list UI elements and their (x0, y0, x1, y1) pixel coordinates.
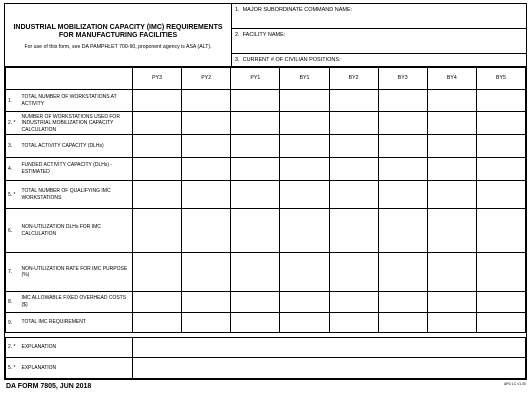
data-entry-cell[interactable] (329, 157, 378, 180)
data-entry-cell[interactable] (378, 112, 427, 135)
row-number: 1. (6, 89, 20, 112)
data-entry-cell[interactable] (476, 135, 525, 158)
data-entry-cell[interactable] (427, 89, 476, 112)
form-identifier: DA FORM 7805, JUN 2018 (6, 383, 92, 390)
column-header: BY2 (329, 68, 378, 90)
data-entry-cell[interactable] (231, 312, 280, 333)
form-title-block (5, 4, 232, 66)
row-label: TOTAL NUMBER OF QUALIFYING IMC WORKSTATIONS (20, 180, 133, 209)
row-number: 2. * (6, 112, 20, 135)
table-row (6, 112, 526, 135)
column-header: PY1 (231, 68, 280, 90)
data-entry-cell[interactable] (280, 180, 329, 209)
row-number: 8. (6, 292, 20, 313)
capacity-table-wrapper (5, 66, 526, 379)
data-entry-cell[interactable] (378, 209, 427, 252)
data-entry-cell[interactable] (182, 157, 231, 180)
data-entry-cell[interactable] (329, 89, 378, 112)
explanation-input[interactable] (133, 337, 526, 358)
data-entry-cell[interactable] (231, 157, 280, 180)
data-entry-cell[interactable] (280, 209, 329, 252)
field-number: 2. (235, 32, 240, 38)
data-entry-cell[interactable] (133, 157, 182, 180)
data-entry-cell[interactable] (182, 112, 231, 135)
field-label: CURRENT # OF CIVILIAN POSITIONS: (242, 57, 341, 63)
row-number: 4. (6, 157, 20, 180)
data-entry-cell[interactable] (329, 112, 378, 135)
explanation-input[interactable] (133, 358, 526, 379)
facility-name-field[interactable] (232, 29, 526, 54)
data-entry-cell[interactable] (280, 135, 329, 158)
title-line-2: FOR MANUFACTURING FACILITIES (58, 32, 178, 39)
data-entry-cell[interactable] (378, 252, 427, 291)
data-entry-cell[interactable] (231, 180, 280, 209)
civilian-positions-field[interactable] (232, 54, 526, 66)
data-entry-cell[interactable] (280, 292, 329, 313)
data-entry-cell[interactable] (182, 252, 231, 291)
data-entry-cell[interactable] (280, 157, 329, 180)
data-entry-cell[interactable] (182, 180, 231, 209)
data-entry-cell[interactable] (427, 135, 476, 158)
data-entry-cell[interactable] (427, 252, 476, 291)
column-header: PY2 (182, 68, 231, 90)
row-number: 2. * (6, 337, 20, 358)
data-entry-cell[interactable] (378, 312, 427, 333)
data-entry-cell[interactable] (378, 89, 427, 112)
row-label: TOTAL IMC REQUIREMENT (20, 312, 133, 333)
data-entry-cell[interactable] (476, 89, 525, 112)
data-entry-cell[interactable] (133, 89, 182, 112)
data-entry-cell[interactable] (427, 312, 476, 333)
data-entry-cell[interactable] (329, 135, 378, 158)
data-entry-cell[interactable] (329, 252, 378, 291)
column-header: BY1 (280, 68, 329, 90)
data-entry-cell[interactable] (329, 209, 378, 252)
data-entry-cell[interactable] (182, 89, 231, 112)
explanation-row (6, 358, 526, 379)
data-entry-cell[interactable] (476, 112, 525, 135)
data-entry-cell[interactable] (427, 112, 476, 135)
column-header-row (6, 68, 526, 90)
table-row (6, 312, 526, 333)
table-row (6, 135, 526, 158)
data-entry-cell[interactable] (427, 157, 476, 180)
row-label: NUMBER OF WORKSTATIONS USED FOR INDUSTRIAL MOBILIZATION CAPACITY CALCULATION (20, 112, 133, 135)
row-number: 3. (6, 135, 20, 158)
data-entry-cell[interactable] (280, 89, 329, 112)
table-row (6, 157, 526, 180)
data-entry-cell[interactable] (378, 135, 427, 158)
data-entry-cell[interactable] (329, 292, 378, 313)
data-entry-cell[interactable] (231, 89, 280, 112)
column-header: PY3 (133, 68, 182, 90)
data-entry-cell[interactable] (182, 292, 231, 313)
row-number: 9. (6, 312, 20, 333)
data-entry-cell[interactable] (476, 180, 525, 209)
row-number: 5. * (6, 180, 20, 209)
row-label: FUNDED ACTIVITY CAPACITY (DLHs) - ESTIMATED (20, 157, 133, 180)
da-form-7805 (4, 3, 527, 380)
table-row (6, 180, 526, 209)
explanation-row (6, 337, 526, 358)
explanation-label: EXPLANATION (20, 337, 133, 358)
row-label: NON-UTILIZATION RATE FOR IMC PURPOSE (%) (20, 252, 133, 291)
data-entry-cell[interactable] (280, 252, 329, 291)
data-entry-cell[interactable] (231, 252, 280, 291)
data-entry-cell[interactable] (378, 292, 427, 313)
data-entry-cell[interactable] (476, 312, 525, 333)
data-entry-cell[interactable] (182, 135, 231, 158)
data-entry-cell[interactable] (280, 112, 329, 135)
form-version: APD LC v1.00 (503, 382, 526, 386)
row-number: 6. (6, 209, 20, 252)
row-number: 5. * (6, 358, 20, 379)
data-entry-cell[interactable] (133, 112, 182, 135)
data-entry-cell[interactable] (280, 312, 329, 333)
table-row (6, 252, 526, 291)
row-number: 7. (6, 252, 20, 291)
data-entry-cell[interactable] (476, 157, 525, 180)
table-row (6, 209, 526, 252)
data-entry-cell[interactable] (476, 292, 525, 313)
column-header: BY5 (476, 68, 525, 90)
row-label: TOTAL ACTIVITY CAPACITY (DLHs) (20, 135, 133, 158)
data-entry-cell[interactable] (231, 209, 280, 252)
title-line-1: INDUSTRIAL MOBILIZATION CAPACITY (IMC) REQUIREMENTS (13, 24, 223, 31)
field-number: 1. (235, 7, 240, 13)
data-entry-cell[interactable] (329, 180, 378, 209)
field-label: FACILITY NAME: (242, 32, 286, 38)
data-entry-cell[interactable] (427, 180, 476, 209)
data-entry-cell[interactable] (329, 312, 378, 333)
field-number: 3. (235, 57, 240, 63)
data-entry-cell[interactable] (182, 209, 231, 252)
row-label: TOTAL NUMBER OF WORKSTATIONS AT ACTIVITY (20, 89, 133, 112)
table-row (6, 89, 526, 112)
data-entry-cell[interactable] (182, 312, 231, 333)
row-label: NON-UTILIZATION DLHs FOR IMC CALCULATION (20, 209, 133, 252)
data-entry-cell[interactable] (231, 292, 280, 313)
data-entry-cell[interactable] (378, 180, 427, 209)
form-title (5, 24, 231, 40)
explanation-label: EXPLANATION (20, 358, 133, 379)
field-label: MAJOR SUBORDINATE COMMAND NAME: (242, 7, 353, 13)
header-fields (232, 4, 526, 66)
data-entry-cell[interactable] (133, 312, 182, 333)
form-note: For use of this form, see DA PAMPHLET 700-90, proponent agency is ASA (ALT). (24, 44, 212, 50)
data-entry-cell[interactable] (476, 252, 525, 291)
data-entry-cell[interactable] (378, 157, 427, 180)
data-entry-cell[interactable] (231, 112, 280, 135)
table-row (6, 292, 526, 313)
column-header: BY4 (427, 68, 476, 90)
data-entry-cell[interactable] (231, 135, 280, 158)
data-entry-cell[interactable] (133, 209, 182, 252)
row-label-header (6, 68, 133, 90)
data-entry-cell[interactable] (133, 135, 182, 158)
data-entry-cell[interactable] (476, 209, 525, 252)
column-header: BY3 (378, 68, 427, 90)
data-entry-cell[interactable] (133, 292, 182, 313)
row-label: IMC ALLOWABLE FIXED OVERHEAD COSTS ($) (20, 292, 133, 313)
data-entry-cell[interactable] (133, 180, 182, 209)
capacity-table (5, 67, 526, 379)
data-entry-cell[interactable] (133, 252, 182, 291)
msc-name-field[interactable] (232, 4, 526, 29)
data-entry-cell[interactable] (427, 209, 476, 252)
data-entry-cell[interactable] (427, 292, 476, 313)
